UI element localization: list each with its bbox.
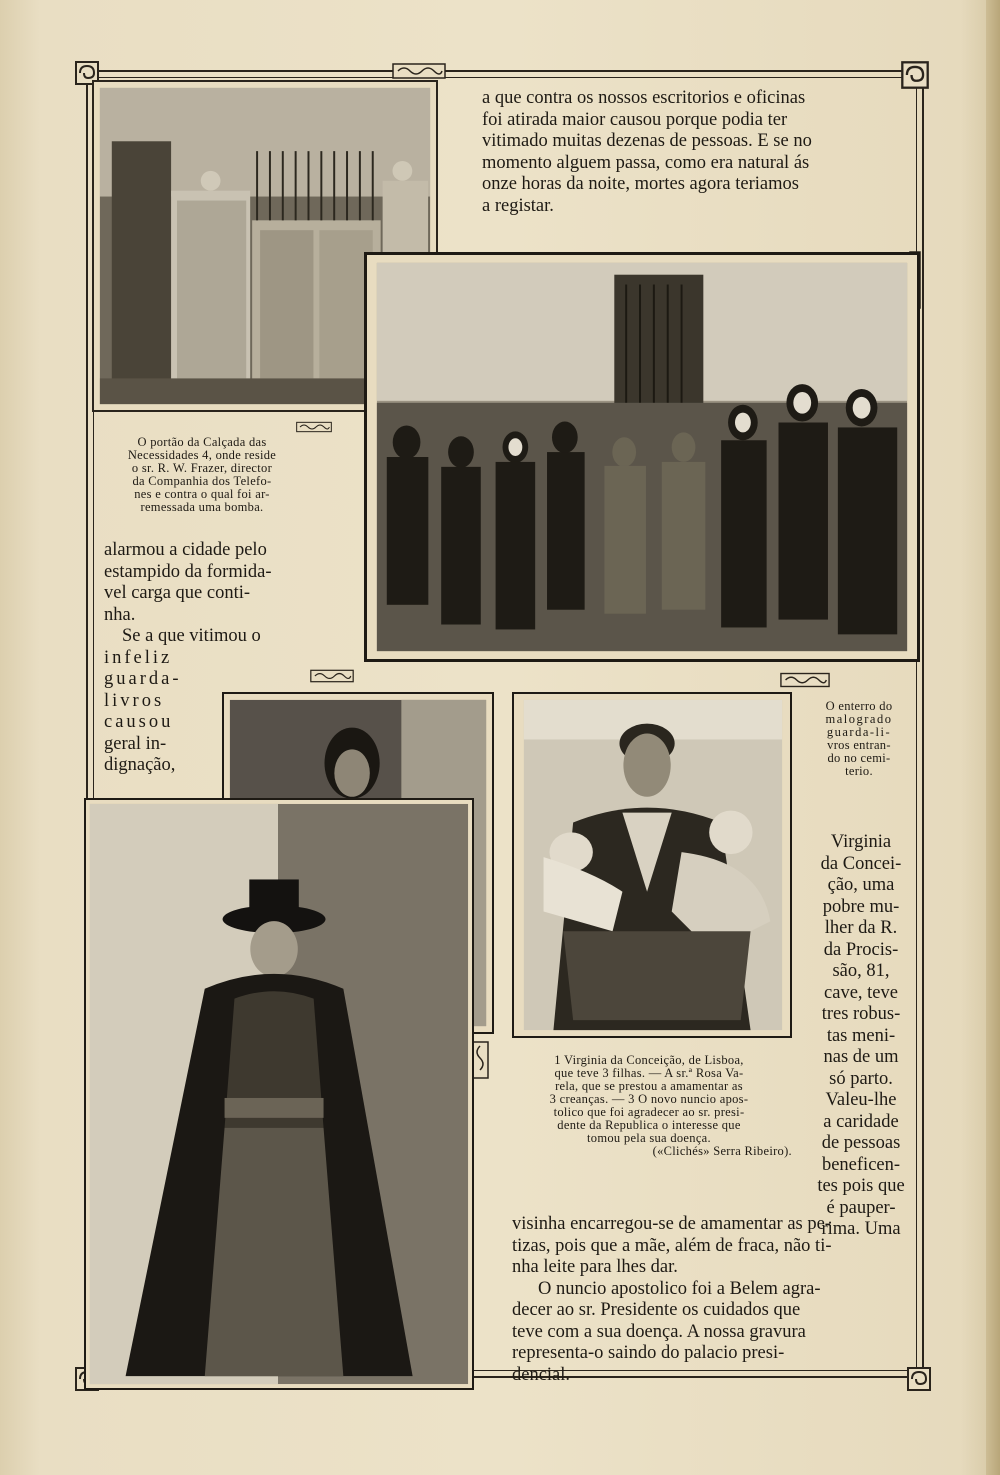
right-paragraph [808,832,914,1241]
caption-line: da Companhia dos Telefo- [132,474,272,488]
text-line: infeliz [104,647,173,668]
caption-line: remessada uma bomba. [140,500,264,514]
text-line: teve com a sua doença. A nossa gravura [512,1321,806,1342]
funeral-photo [364,252,920,662]
text-line: representa-o saindo do palacio presi- [512,1343,785,1363]
scroll-ornament-icon [780,670,830,690]
gate-caption [96,436,308,514]
caption-line: tolico que foi agradecer ao sr. presi- [553,1105,745,1119]
caption-line: 3 creanças. — 3 O novo nuncio apos- [549,1092,749,1106]
text-line: tas meni- [826,1025,896,1046]
text-line: pobre mu- [822,896,900,917]
corner-ornament-icon [900,60,930,90]
caption-line: que teve 3 filhas. — A sr.ª Rosa Va- [554,1066,744,1080]
caption-line: O enterro do [825,699,893,713]
text-line: vitimado muitas dezenas de pessoas. E se no [482,131,812,151]
text-line: Valeu-lhe [825,1090,897,1110]
text-line: são, 81, [832,961,890,981]
scroll-ornament-icon [296,418,332,436]
bottom-paragraph [512,1214,912,1386]
caption-line: malogrado [825,712,893,726]
text-line: guarda- [104,669,182,689]
text-line: cave, teve [824,982,898,1003]
text-line: tres robus- [821,1004,901,1024]
text-line: tes pois que [817,1176,905,1196]
left-paragraph [104,540,334,777]
text-line: dignação, [104,755,176,775]
text-line: alarmou a cidade pelo [104,540,267,560]
text-line: Se a que vitimou o [122,626,261,646]
caption-line: dente da Republica o interesse que [557,1118,741,1132]
caption-line: o sr. R. W. Frazer, director [131,461,273,475]
text-line: rima. Uma [821,1219,901,1239]
caption-line: guarda-li- [826,725,892,739]
caption-line: 1 Virginia da Conceição, de Lisboa, [554,1053,744,1067]
photos-caption [506,1054,792,1158]
photo-credit: («Clichés» Serra Ribeiro). [652,1144,792,1158]
text-line: a caridade [823,1111,899,1132]
text-line: livros [104,690,165,711]
text-line: só parto. [829,1068,893,1089]
text-line: onze horas da noite, mortes agora teriamos [482,174,799,194]
text-line: dencial. [512,1364,571,1385]
caption-line: terio. [845,764,873,778]
text-line: momento alguem passa, como era natural ás [482,152,810,173]
text-line: visinha encarregou-se de amamentar as pe- [512,1214,831,1234]
caption-line: tomou pela sua doença. [587,1131,711,1145]
text-line: decer ao sr. Presidente os cuidados que [512,1300,801,1320]
page-spine [986,0,1000,1475]
text-line: tizas, pois que a mãe, além de fraca, não ti- [512,1235,832,1256]
text-line: ção, uma [827,875,895,895]
funeral-caption [802,700,916,778]
text-line: nha. [104,604,136,625]
text-line: lher da R. [824,918,898,938]
text-line: a que contra os nossos escritorios e oficinas [482,88,806,108]
top-paragraph [482,88,892,217]
rosa-varela-photo [512,692,792,1038]
caption-line: vros entran- [827,738,891,752]
caption-line: nes e contra o qual foi ar- [134,487,270,501]
text-line: nas de um [823,1047,899,1067]
text-line: estampido da formida- [104,561,272,582]
text-line: da Procis- [823,939,899,960]
scroll-ornament-icon [392,62,446,80]
text-line: é pauper- [826,1197,896,1218]
text-line: a registar. [482,195,554,216]
nuncio-photo [84,798,474,1390]
text-line: causou [104,712,174,732]
caption-line: Necessidades 4, onde reside [127,448,277,462]
text-line: beneficen- [821,1154,901,1175]
text-line: da Concei- [820,853,902,874]
text-line: foi atirada maior causou porque podia ter [482,109,788,130]
caption-line: rela, que se prestou a amamentar as [555,1079,743,1093]
caption-line: do no cemi- [827,751,891,765]
text-line: O nuncio apostolico foi a Belem agra- [538,1278,821,1299]
text-line: geral in- [104,733,167,754]
text-line: nha leite para lhes dar. [512,1257,678,1277]
text-line: Virginia [830,832,892,852]
caption-line: O portão da Calçada das [137,435,267,449]
text-line: vel carga que conti- [104,583,251,603]
text-line: de pessoas [821,1133,901,1153]
